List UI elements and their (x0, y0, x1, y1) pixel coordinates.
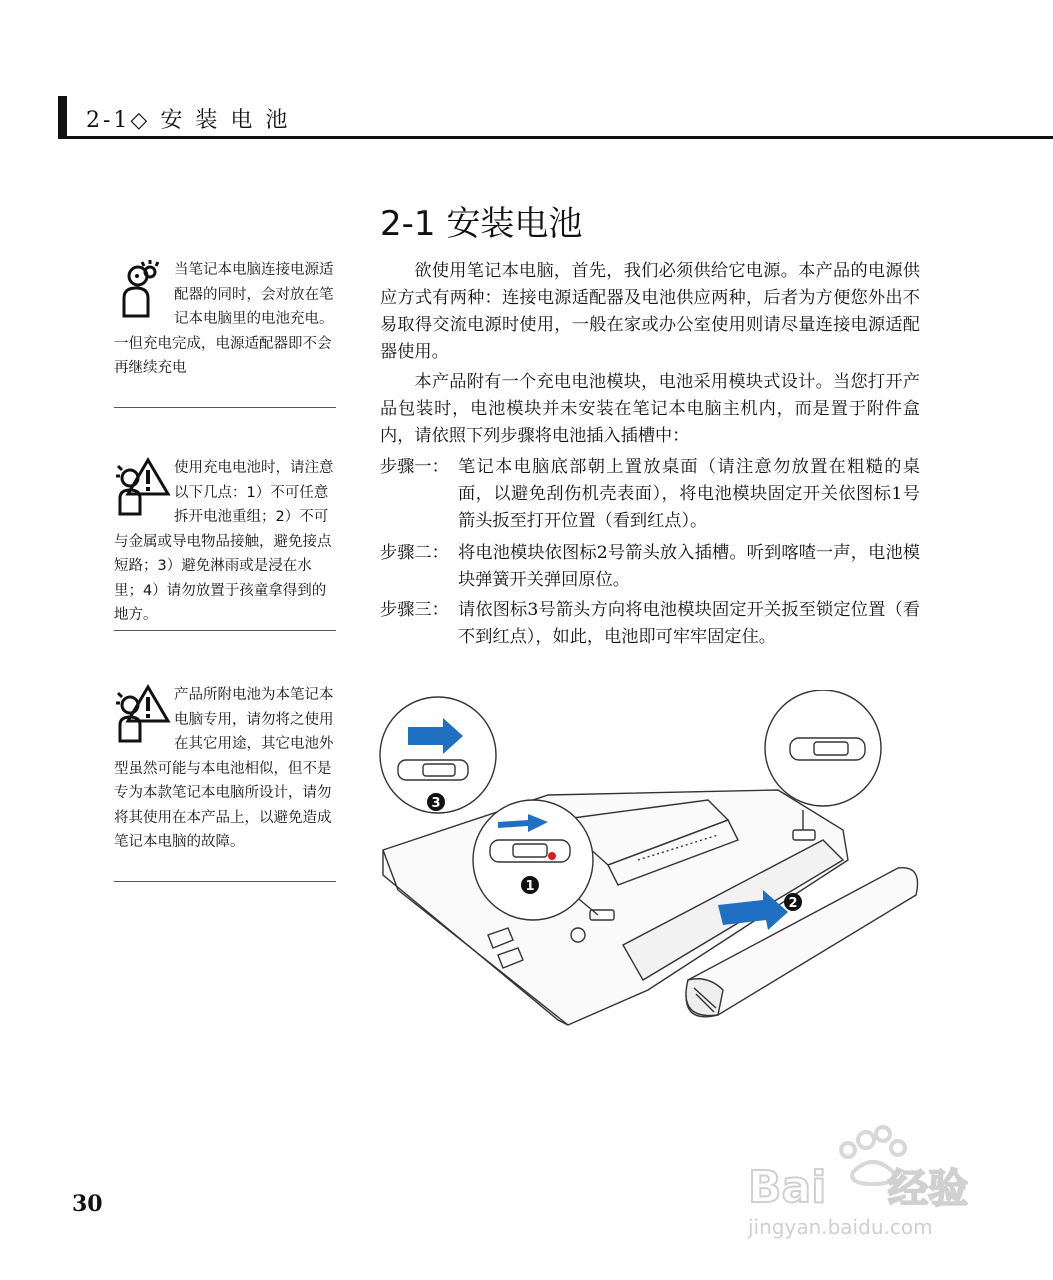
page-number: 30 (72, 1191, 103, 1217)
note-battery-safety (114, 456, 336, 628)
step-text: 笔记本电脑底部朝上置放桌面（请注意勿放置在粗糙的桌面，以避免刮伤机壳表面），将电池模块固定开关依图标1号箭头扳至打开位置（看到红点）。 (458, 457, 920, 531)
callout-2: 2 (788, 896, 798, 911)
note-divider (114, 407, 336, 408)
note-divider (114, 881, 336, 882)
step-label: 步骤一： (380, 457, 449, 477)
warning-person-icon (114, 456, 172, 518)
battery-paragraph: 本产品附有一个充电电池模块，电池采用模块式设计。当您打开产品包装时，电池模块并未安装在笔记本电脑主机内，而是置于附件盒内，请依照下列步骤将电池插入插槽中： (380, 372, 920, 446)
battery-install-figure (378, 690, 923, 1045)
header-rule (58, 136, 1053, 139)
step-three (380, 597, 920, 651)
running-header: 2-1◇ 安 装 电 池 (86, 108, 291, 133)
section-title: 2-1 安装电池 (380, 204, 583, 244)
callout-3: 3 (431, 796, 441, 811)
baidu-watermark-logo (748, 1122, 998, 1242)
header-bar (58, 96, 67, 138)
note-charging (114, 258, 336, 381)
note-text: 产品所附电池为本笔记本电脑专用，请勿将之使用在其它用途，其它电池外型虽然可能与本电池相似，但不是专为本款笔记本电脑所设计，请勿将其使用在本产品上，以避免造成笔记本电脑的故障。 (114, 687, 334, 850)
note-battery-compat (114, 683, 336, 855)
step-text: 将电池模块依图标2号箭头放入插槽。听到喀喳一声，电池模块弹簧开关弹回原位。 (458, 543, 920, 590)
note-divider (114, 630, 336, 631)
callout-1: 1 (525, 879, 535, 894)
step-one (380, 454, 920, 535)
step-two (380, 540, 920, 594)
svg-text:Bai: Bai (748, 1162, 827, 1213)
step-label: 步骤三： (380, 600, 449, 620)
idea-person-icon (114, 258, 172, 320)
step-label: 步骤二： (380, 543, 449, 563)
note-text: 当笔记本电脑连接电源适配器的同时，会对放在笔记本电脑里的电池充电。一但充电完成，电源适配器即不会再继续充电 (114, 262, 334, 376)
watermark-url: jingyan.baidu.com (748, 1215, 933, 1239)
svg-text:经验: 经验 (888, 1166, 968, 1212)
step-text: 请依图标3号箭头方向将电池模块固定开关扳至锁定位置（看不到红点），如此，电池即可牢牢固定住。 (458, 600, 920, 647)
warning-person-icon (114, 683, 172, 745)
intro-paragraph: 欲使用笔记本电脑，首先，我们必须供给它电源。本产品的电源供应方式有两种：连接电源适配器及电池供应两种，后者为方便您外出不易取得交流电源时使用，一般在家或办公室使用则请尽量连接电源适配器使用。 (380, 261, 920, 362)
note-text: 使用充电电池时，请注意以下几点：1）不可任意拆开电池重组；2）不可与金属或导电物品接触，避免接点短路；3）避免淋雨或是浸在水里；4）请勿放置于孩童拿得到的地方。 (114, 460, 334, 623)
